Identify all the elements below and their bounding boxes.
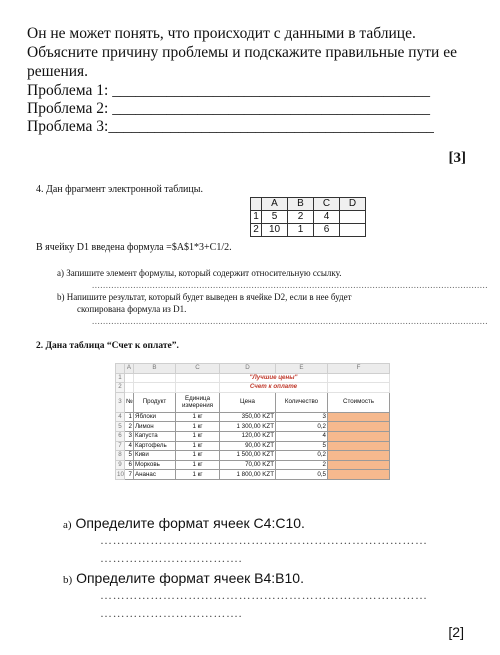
cell: Морковь (134, 460, 176, 470)
task4-title: 4. Дан фрагмент электронной таблицы. (36, 184, 203, 195)
cell: 5 (262, 211, 288, 224)
cell: Ананас (134, 470, 176, 480)
cell: 1 кг (176, 422, 220, 432)
answer-dots-2b-1: …………………………………………………………………… (100, 588, 428, 602)
question-4a: а) Запишите элемент формулы, который содержит относительную ссылку. (57, 268, 342, 278)
header-cell: Стоимость (328, 392, 390, 412)
answer-dots-4a: ................................................................................................................................................ (92, 280, 488, 290)
cell: 0,2 (276, 451, 328, 461)
row-number: 3 (116, 392, 125, 412)
question-2b-letter: b) (63, 574, 73, 586)
row-header: 2 (251, 224, 262, 237)
question-4b-line1: b) Напишите результат, который будет выведен в ячейке D2, если в нее будет (57, 292, 352, 302)
question-2a (63, 515, 305, 531)
question-2b (63, 570, 304, 586)
row-number: 1 (116, 373, 125, 383)
col-header: E (276, 364, 328, 374)
cell: 70,00 KZT (220, 460, 276, 470)
row-number: 9 (116, 460, 125, 470)
row-number: 8 (116, 451, 125, 461)
answer-dots-2a-1: …………………………………………………………………… (100, 533, 428, 547)
cell: 350,00 KZT (220, 412, 276, 422)
cell: 1 300,00 KZT (220, 422, 276, 432)
cell: Лимон (134, 422, 176, 432)
cost-cell (328, 460, 390, 470)
corner-cell (116, 364, 125, 374)
header-cell: № (125, 392, 134, 412)
cell: Картофель (134, 441, 176, 451)
cell: 2 (288, 211, 314, 224)
corner-cell (251, 198, 262, 211)
answer-dots-4b: ................................................................................................................................................ (92, 316, 488, 326)
answer-dots-2b-2: ……………………………. (100, 606, 243, 620)
formula-text: В ячейку D1 введена формула =$A$1*3+C1/2. (36, 242, 232, 253)
col-header: D (220, 364, 276, 374)
cell: 4 (125, 441, 134, 451)
cell: 3 (276, 412, 328, 422)
question-2a-text: Определите формат ячеек С4:С10. (75, 515, 305, 531)
score-bottom: [2] (448, 624, 464, 640)
row-number: 7 (116, 441, 125, 451)
cost-cell (328, 451, 390, 461)
cost-cell (328, 470, 390, 480)
row-number: 2 (116, 383, 125, 393)
text-line-1: Он не может понять, что происходит с данными в таблице. (27, 25, 416, 42)
row-header: 1 (251, 211, 262, 224)
header-cell: Цена (220, 392, 276, 412)
answer-dots-2a-2: ……………………………. (100, 551, 243, 565)
row-number: 6 (116, 431, 125, 441)
question-4b-line2: скопирована формула из D1. (77, 304, 187, 314)
sheet-subtitle: Счет к оплате (220, 383, 328, 393)
col-header: C (176, 364, 220, 374)
header-cell: Единица измерения (176, 392, 220, 412)
question-2a-letter: a) (63, 519, 72, 531)
cell: 4 (276, 431, 328, 441)
problem-3-line: Проблема 3:__________________________________________ (27, 118, 434, 135)
cell: 5 (125, 451, 134, 461)
cell: 10 (262, 224, 288, 237)
problem-2-line: Проблема 2: _________________________________________ (27, 100, 430, 117)
col-header: B (288, 198, 314, 211)
cell: 1 800,00 KZT (220, 470, 276, 480)
col-header: A (262, 198, 288, 211)
cell: 120,00 KZT (220, 431, 276, 441)
cost-cell (328, 431, 390, 441)
cell: 90,00 KZT (220, 441, 276, 451)
cost-cell (328, 441, 390, 451)
cell: 1 кг (176, 460, 220, 470)
col-header: A (125, 364, 134, 374)
spreadsheet-fragment (250, 197, 366, 237)
col-header: F (328, 364, 390, 374)
task2-title: 2. Дана таблица “Счет к оплате”. (36, 341, 179, 351)
cost-cell (328, 422, 390, 432)
cell: Яблоки (134, 412, 176, 422)
row-number: 5 (116, 422, 125, 432)
cell: 1 кг (176, 412, 220, 422)
cell: 5 (276, 441, 328, 451)
cell: 1 (125, 412, 134, 422)
cell: 0,2 (276, 422, 328, 432)
cell: 1 кг (176, 441, 220, 451)
cell: 7 (125, 470, 134, 480)
cell: 1 кг (176, 431, 220, 441)
cell: 6 (314, 224, 340, 237)
col-header: B (134, 364, 176, 374)
cell: 1 кг (176, 470, 220, 480)
cell: 6 (125, 460, 134, 470)
cell: 2 (125, 422, 134, 432)
cell: 1 (288, 224, 314, 237)
col-header: D (340, 198, 366, 211)
cell: Капуста (134, 431, 176, 441)
cell: 1 кг (176, 451, 220, 461)
invoice-spreadsheet (115, 363, 390, 480)
sheet-title: "Лучшие цены" (220, 373, 328, 383)
header-cell: Продукт (134, 392, 176, 412)
row-number: 10 (117, 470, 124, 478)
cell: 2 (276, 460, 328, 470)
header-cell: Количество (276, 392, 328, 412)
cell: 1 500,00 KZT (220, 451, 276, 461)
cell (340, 211, 366, 224)
row-number: 4 (116, 412, 125, 422)
col-header: C (314, 198, 340, 211)
text-line-2: Объясните причину проблемы и подскажите правильные пути ее (27, 44, 457, 61)
question-2b-text: Определите формат ячеек B4:B10. (76, 570, 304, 586)
cell: 0,5 (276, 470, 328, 480)
score-top: [3] (448, 150, 466, 166)
cost-cell (328, 412, 390, 422)
cell: Киви (134, 451, 176, 461)
cell (340, 224, 366, 237)
cell: 3 (125, 431, 134, 441)
problem-1-line: Проблема 1: _________________________________________ (27, 82, 430, 99)
text-line-3: решения. (27, 63, 89, 80)
cell: 4 (314, 211, 340, 224)
